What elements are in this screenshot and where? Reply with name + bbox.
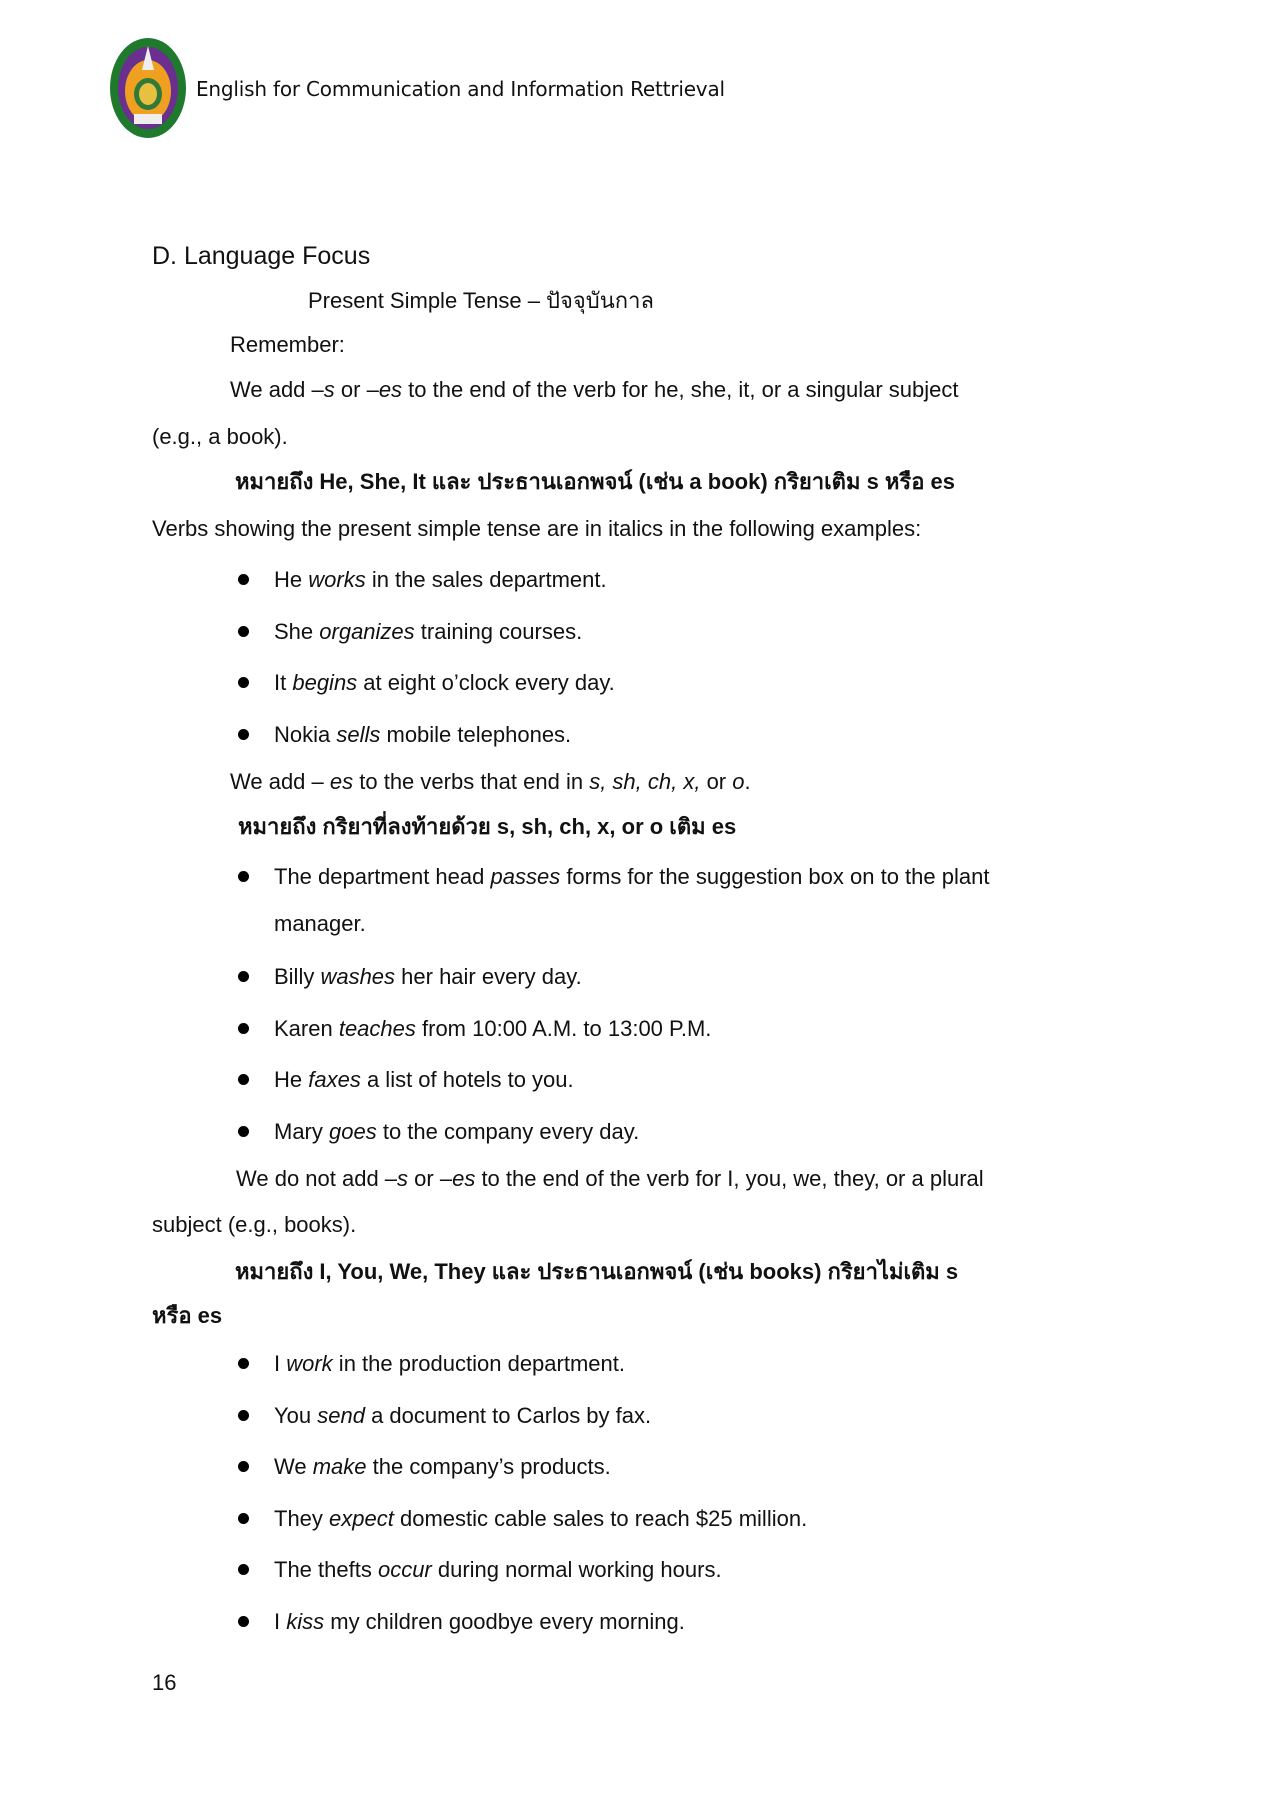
text-segment: หรือ es <box>152 1303 223 1328</box>
text-segment: Verbs showing the present simple tense are in italics in the following examples: <box>152 516 922 541</box>
bullet-dot-icon <box>238 1513 249 1524</box>
text-segment: They <box>274 1506 330 1531</box>
text-segment: training courses. <box>414 619 583 644</box>
bullet-dot-icon <box>238 1074 249 1085</box>
italic-verb: occur <box>377 1557 432 1582</box>
bullet-dot-icon <box>238 729 249 740</box>
text-segment: her hair every day. <box>395 964 582 989</box>
italic-verb: s <box>397 1166 409 1191</box>
bullet-list-item <box>274 1066 574 1094</box>
text-segment: domestic cable sales to reach $25 million. <box>393 1506 808 1531</box>
bullet-dot-icon <box>238 1616 249 1627</box>
text-segment: She <box>274 619 320 644</box>
text-segment: He <box>274 567 309 592</box>
bullet-dot-icon <box>238 1023 249 1034</box>
text-segment: or – <box>334 377 379 402</box>
text-line <box>152 423 288 451</box>
text-segment: subject (e.g., books). <box>152 1212 357 1237</box>
italic-verb: s <box>323 377 335 402</box>
text-segment: We add – <box>230 377 324 402</box>
text-segment: to the end of the verb for he, she, it, or a singular subject <box>402 377 959 402</box>
italic-verb: sells <box>336 722 381 747</box>
italic-verb: o <box>732 769 745 794</box>
text-segment: D. Language Focus <box>152 242 371 270</box>
text-segment: The department head <box>274 864 491 889</box>
text-segment: หมายถึง I, You, We, They และ ประธานเอกพจน์ (เช่น books) กริยาไม่เติม s <box>235 1259 959 1284</box>
text-segment: You <box>274 1403 318 1428</box>
bullet-list-item <box>274 669 615 697</box>
bullet-dot-icon <box>238 1564 249 1575</box>
text-line <box>235 468 955 496</box>
text-segment: หมายถึง กริยาที่ลงท้ายด้วย s, sh, ch, x, or o เติม es <box>238 814 737 839</box>
italic-verb: es <box>378 377 403 402</box>
text-segment: Nokia <box>274 722 337 747</box>
text-line <box>230 768 751 796</box>
text-segment: We add – <box>230 769 330 794</box>
italic-verb: send <box>317 1403 365 1428</box>
bullet-dot-icon <box>238 1461 249 1472</box>
bullet-list-item <box>274 1350 625 1378</box>
italic-verb: work <box>286 1351 333 1376</box>
bullet-dot-icon <box>238 971 249 982</box>
text-line <box>308 287 654 315</box>
bullet-list-item <box>274 1505 807 1533</box>
section-heading <box>152 242 370 270</box>
text-line <box>235 1258 958 1286</box>
text-segment: We <box>274 1454 313 1479</box>
text-segment: We do not add – <box>236 1166 398 1191</box>
text-line <box>230 331 345 359</box>
bullet-list-item <box>274 863 989 891</box>
bullet-dot-icon <box>238 1410 249 1421</box>
bullet-list-item <box>274 1015 711 1043</box>
text-segment: at eight o’clock every day. <box>357 670 615 695</box>
page-number: 16 <box>152 1670 177 1695</box>
italic-verb: expect <box>329 1506 394 1531</box>
text-segment: to the verbs that end in <box>353 769 590 794</box>
university-seal-logo <box>108 36 188 140</box>
italic-verb: organizes <box>319 619 415 644</box>
text-segment: forms for the suggestion box on to the plant <box>560 864 990 889</box>
document-header-title: English for Communication and Information Rettrieval <box>196 77 725 101</box>
italic-verb: s, sh, ch, x, <box>589 769 701 794</box>
text-segment: mobile telephones. <box>380 722 572 747</box>
text-segment: He <box>274 1067 309 1092</box>
text-segment: Karen <box>274 1016 339 1041</box>
text-line <box>238 813 736 841</box>
text-segment: manager. <box>274 911 366 936</box>
text-segment: Billy <box>274 964 321 989</box>
italic-verb: works <box>308 567 366 592</box>
italic-verb: es <box>452 1166 476 1191</box>
bullet-dot-icon <box>238 574 249 585</box>
bullet-list-item <box>274 618 582 646</box>
text-segment: (e.g., a book). <box>152 424 288 449</box>
text-segment: I <box>274 1351 287 1376</box>
text-segment: to the end of the verb for I, you, we, they, or a plural <box>475 1166 984 1191</box>
bullet-list-item <box>274 721 571 749</box>
text-segment: I <box>274 1609 287 1634</box>
text-line <box>152 1302 222 1330</box>
text-segment: from 10:00 A.M. to 13:00 P.M. <box>415 1016 712 1041</box>
text-segment: the company’s products. <box>366 1454 611 1479</box>
text-segment: my children goodbye every morning. <box>324 1609 685 1634</box>
text-segment: The thefts <box>274 1557 378 1582</box>
text-segment: Remember: <box>230 332 345 357</box>
text-line <box>236 1165 984 1193</box>
italic-verb: make <box>312 1454 367 1479</box>
italic-verb: goes <box>329 1119 377 1144</box>
text-segment: or – <box>408 1166 453 1191</box>
text-segment: a document to Carlos by fax. <box>364 1403 652 1428</box>
bullet-dot-icon <box>238 1358 249 1369</box>
bullet-dot-icon <box>238 871 249 882</box>
italic-verb: teaches <box>338 1016 416 1041</box>
text-segment: . <box>744 769 751 794</box>
italic-verb: kiss <box>286 1609 325 1634</box>
text-line <box>152 1211 356 1239</box>
italic-verb: faxes <box>308 1067 361 1092</box>
italic-verb: passes <box>490 864 561 889</box>
bullet-dot-icon <box>238 626 249 637</box>
italic-verb: es <box>329 769 354 794</box>
text-segment: or <box>700 769 733 794</box>
bullet-list-item <box>274 566 607 594</box>
text-segment: หมายถึง He, She, It และ ประธานเอกพจน์ (เช่น a book) กริยาเติม s หรือ es <box>235 469 956 494</box>
bullet-dot-icon <box>238 1126 249 1137</box>
text-segment: in the production department. <box>332 1351 625 1376</box>
bullet-list-item <box>274 963 582 991</box>
text-segment: Mary <box>274 1119 329 1144</box>
italic-verb: begins <box>292 670 358 695</box>
bullet-list-item <box>274 1453 611 1481</box>
text-segment: to the company every day. <box>376 1119 640 1144</box>
italic-verb: washes <box>320 964 396 989</box>
bullet-list-item <box>274 1608 685 1636</box>
bullet-list-item <box>274 1118 639 1146</box>
text-line <box>230 376 959 404</box>
bullet-list-item <box>274 1556 722 1584</box>
text-segment: a list of hotels to you. <box>360 1067 574 1092</box>
bullet-dot-icon <box>238 677 249 688</box>
text-segment: in the sales department. <box>365 567 607 592</box>
text-line <box>274 910 366 938</box>
text-segment: Present Simple Tense – ปัจจุบันกาล <box>308 288 654 313</box>
text-segment: It <box>274 670 293 695</box>
text-line <box>152 515 921 543</box>
text-segment: during normal working hours. <box>431 1557 722 1582</box>
bullet-list-item <box>274 1402 651 1430</box>
